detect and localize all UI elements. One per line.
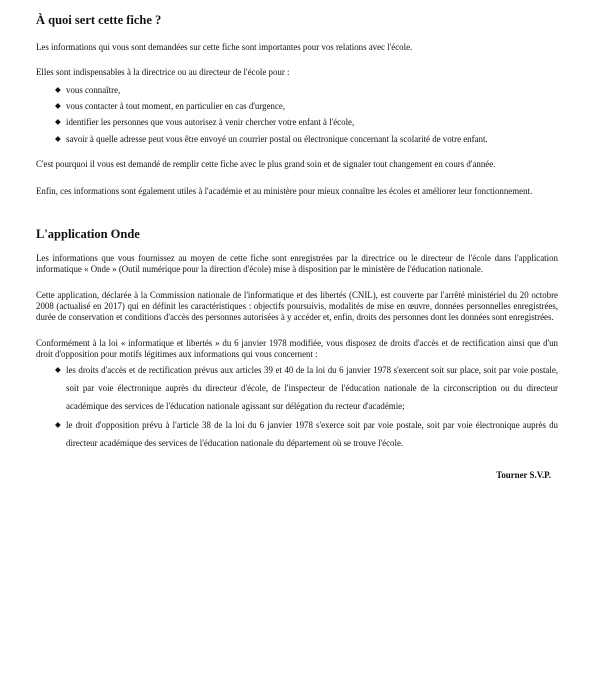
diamond-bullet-icon: ◆ xyxy=(55,364,61,374)
diamond-bullet-icon: ◆ xyxy=(55,101,61,111)
loi-paragraph: Conformément à la loi « informatique et libertés » du 6 janvier 1978 modifiée, vous disposez de droits d'accès et de rectification ainsi que d'un droit d'opposition pour motifs légitimes aux informations qui vous concernent : xyxy=(36,337,558,360)
onde-paragraph: Les informations que vous fournissez au moyen de cette fiche sont enregistrées par la directrice ou le directeur de l'école dans l'application informatique « Onde » (Outil numérique pour la direction d'école) mise à disposition par le ministère de l'éducation nationale. xyxy=(36,252,558,275)
section-heading-onde: L'application Onde xyxy=(36,226,140,241)
intro-paragraph: Les informations qui vous sont demandées sur cette fiche sont importantes pour vos relations avec l'école. xyxy=(36,42,413,52)
list-item-text: savoir à quelle adresse peut vous être envoyé un courrier postal ou électronique concernant la scolarité de votre enfant. xyxy=(66,133,488,144)
cnil-paragraph: Cette application, déclarée à la Commission nationale de l'informatique et des libertés (CNIL), est couverte par l'arrêté ministériel du 20 octobre 2008 (actualisé en 2017) qui en définit les caractéristiques : objectifs poursuivis, modalités de mise en œuvre, données personnelles enregistrées, durée de conservation et conditions d'accès des personnes autorisées à y accéder et, enfin, droits des personnes dont les données sont enregistrées. xyxy=(36,289,558,323)
list-item-text: vous contacter à tout moment, en particulier en cas d'urgence, xyxy=(66,101,286,112)
list-item xyxy=(36,114,558,130)
turn-over-note: Tourner S.V.P. xyxy=(496,469,551,480)
list-item-text: les droits d'accès et de rectification prévus aux articles 39 et 40 de la loi du 6 janvier 1978 s'exercent soit sur place, soit par voie postale, soit par voie électronique auprès du directeur d'école, de l'inspecteur de l'éducation nationale de la circonscription ou du directeur académique des services de l'éducation nationale agissant sur délégation du recteur d'académie; xyxy=(66,364,558,412)
list-item-text: identifier les personnes que vous autorisez à venir chercher votre enfant à l'école, xyxy=(66,117,355,128)
section-heading-purpose: À quoi sert cette fiche ? xyxy=(36,13,162,27)
list-item xyxy=(36,98,558,114)
academie-paragraph: Enfin, ces informations sont également utiles à l'académie et au ministère pour mieux connaître les écoles et améliorer leur fonctionnement. xyxy=(36,186,533,197)
rights-list xyxy=(36,361,558,453)
diamond-bullet-icon: ◆ xyxy=(55,133,61,143)
changes-paragraph: C'est pourquoi il vous est demandé de remplir cette fiche avec le plus grand soin et de signaler tout changement en cours d'année. xyxy=(36,159,496,169)
list-item-text: le droit d'opposition prévu à l'article 38 de la loi du 6 janvier 1978 s'exerce soit par voie postale, soit par voie électronique auprès du directeur académique des services de l'éducation nationale du département où se trouve l'école. xyxy=(66,419,558,449)
list-item xyxy=(36,361,558,416)
diamond-bullet-icon: ◆ xyxy=(55,84,61,94)
list-item xyxy=(36,131,558,147)
diamond-bullet-icon: ◆ xyxy=(55,117,61,127)
purpose-list xyxy=(36,82,558,147)
list-intro-paragraph: Elles sont indispensables à la directrice ou au directeur de l'école pour : xyxy=(36,67,290,78)
list-item xyxy=(36,82,558,98)
list-item xyxy=(36,416,558,453)
document-page xyxy=(36,0,558,481)
diamond-bullet-icon: ◆ xyxy=(55,419,61,429)
list-item-text: vous connaître, xyxy=(66,84,121,95)
